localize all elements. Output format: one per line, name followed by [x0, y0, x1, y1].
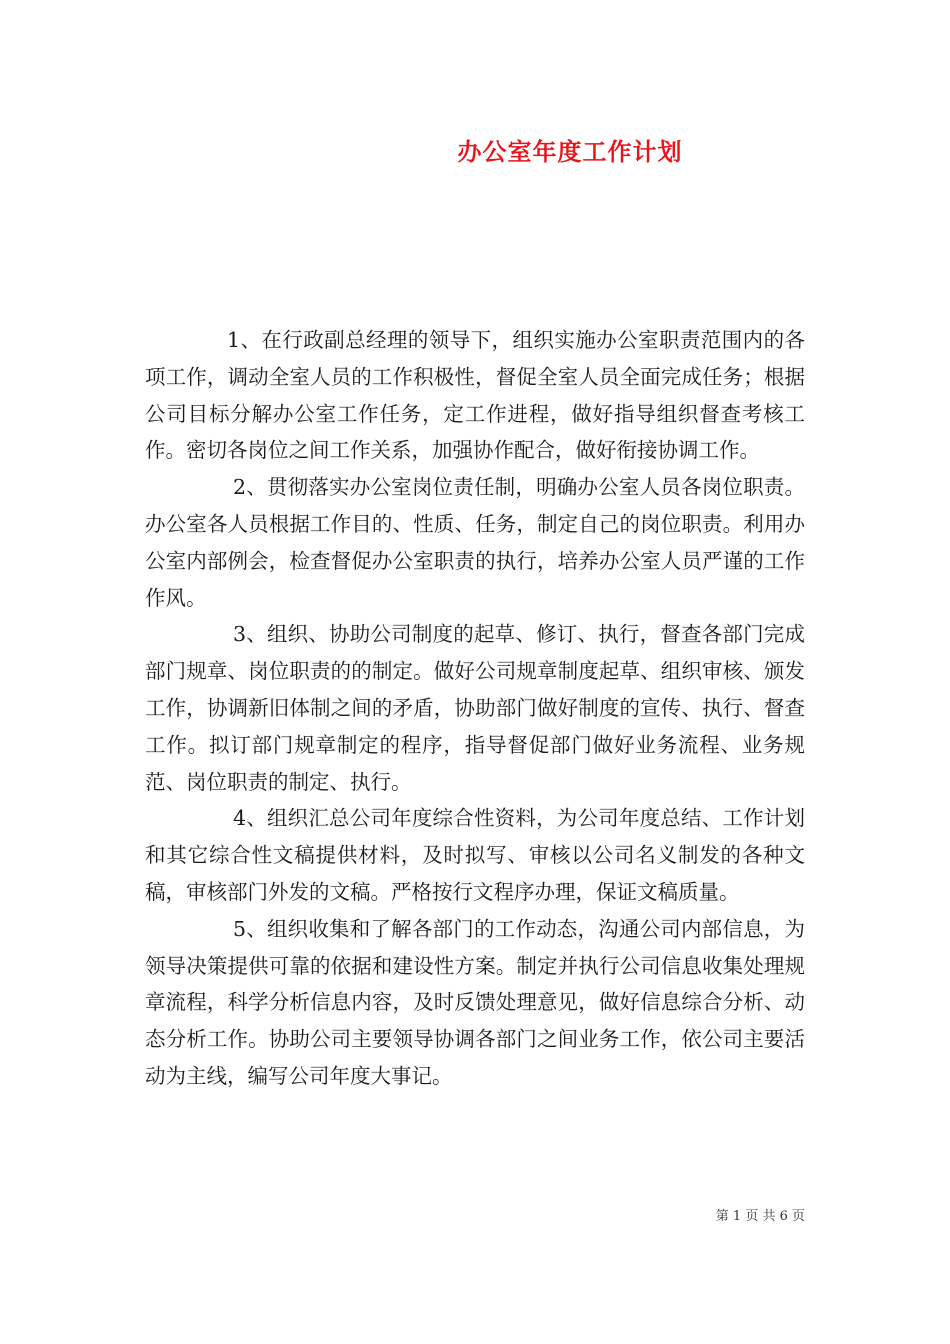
paragraph-1: 1、在行政副总经理的领导下，组织实施办公室职责范围内的各项工作，调动全室人员的工作积极性，督促全室人员全面完成任务；根据公司目标分解办公室工作任务，定工作进程，做好指导组织督查考核工作。密切各岗位之间工作关系，加强协作配合，做好衔接协调工作。 — [145, 328, 805, 463]
paragraph-4: 4、组织汇总公司年度综合性资料，为公司年度总结、工作计划和其它综合性文稿提供材料，及时拟写、审核以公司名义制发的各种文稿，审核部门外发的文稿。严格按行文程序办理，保证文稿质量。 — [145, 806, 805, 904]
paragraph-5: 5、组织收集和了解各部门的工作动态，沟通公司内部信息，为领导决策提供可靠的依据和建设性方案。制定并执行公司信息收集处理规章流程，科学分析信息内容，及时反馈处理意见，做好信息综合分析、动态分析工作。协助公司主要领导协调各部门之间业务工作，依公司主要活动为主线，编写公司年度大事记。 — [145, 916, 805, 1088]
document-body — [145, 322, 805, 1095]
paragraph-3: 3、组织、协助公司制度的起草、修订、执行，督查各部门完成部门规章、岗位职责的的制定。做好公司规章制度起草、组织审核、颁发工作，协调新旧体制之间的矛盾，协助部门做好制度的宣传、执行、督查工作。拟订部门规章制定的程序，指导督促部门做好业务流程、业务规范、岗位职责的制定、执行。 — [145, 622, 805, 794]
page-title: 办公室年度工作计划 — [457, 137, 683, 166]
page-number-footer: 第 1 页 共 6 页 — [715, 1209, 805, 1224]
paragraph-2: 2、贯彻落实办公室岗位责任制，明确办公室人员各岗位职责。办公室各人员根据工作目的、性质、任务，制定自己的岗位职责。利用办公室内部例会，检查督促办公室职责的执行，培养办公室人员严谨的工作作风。 — [145, 475, 805, 610]
